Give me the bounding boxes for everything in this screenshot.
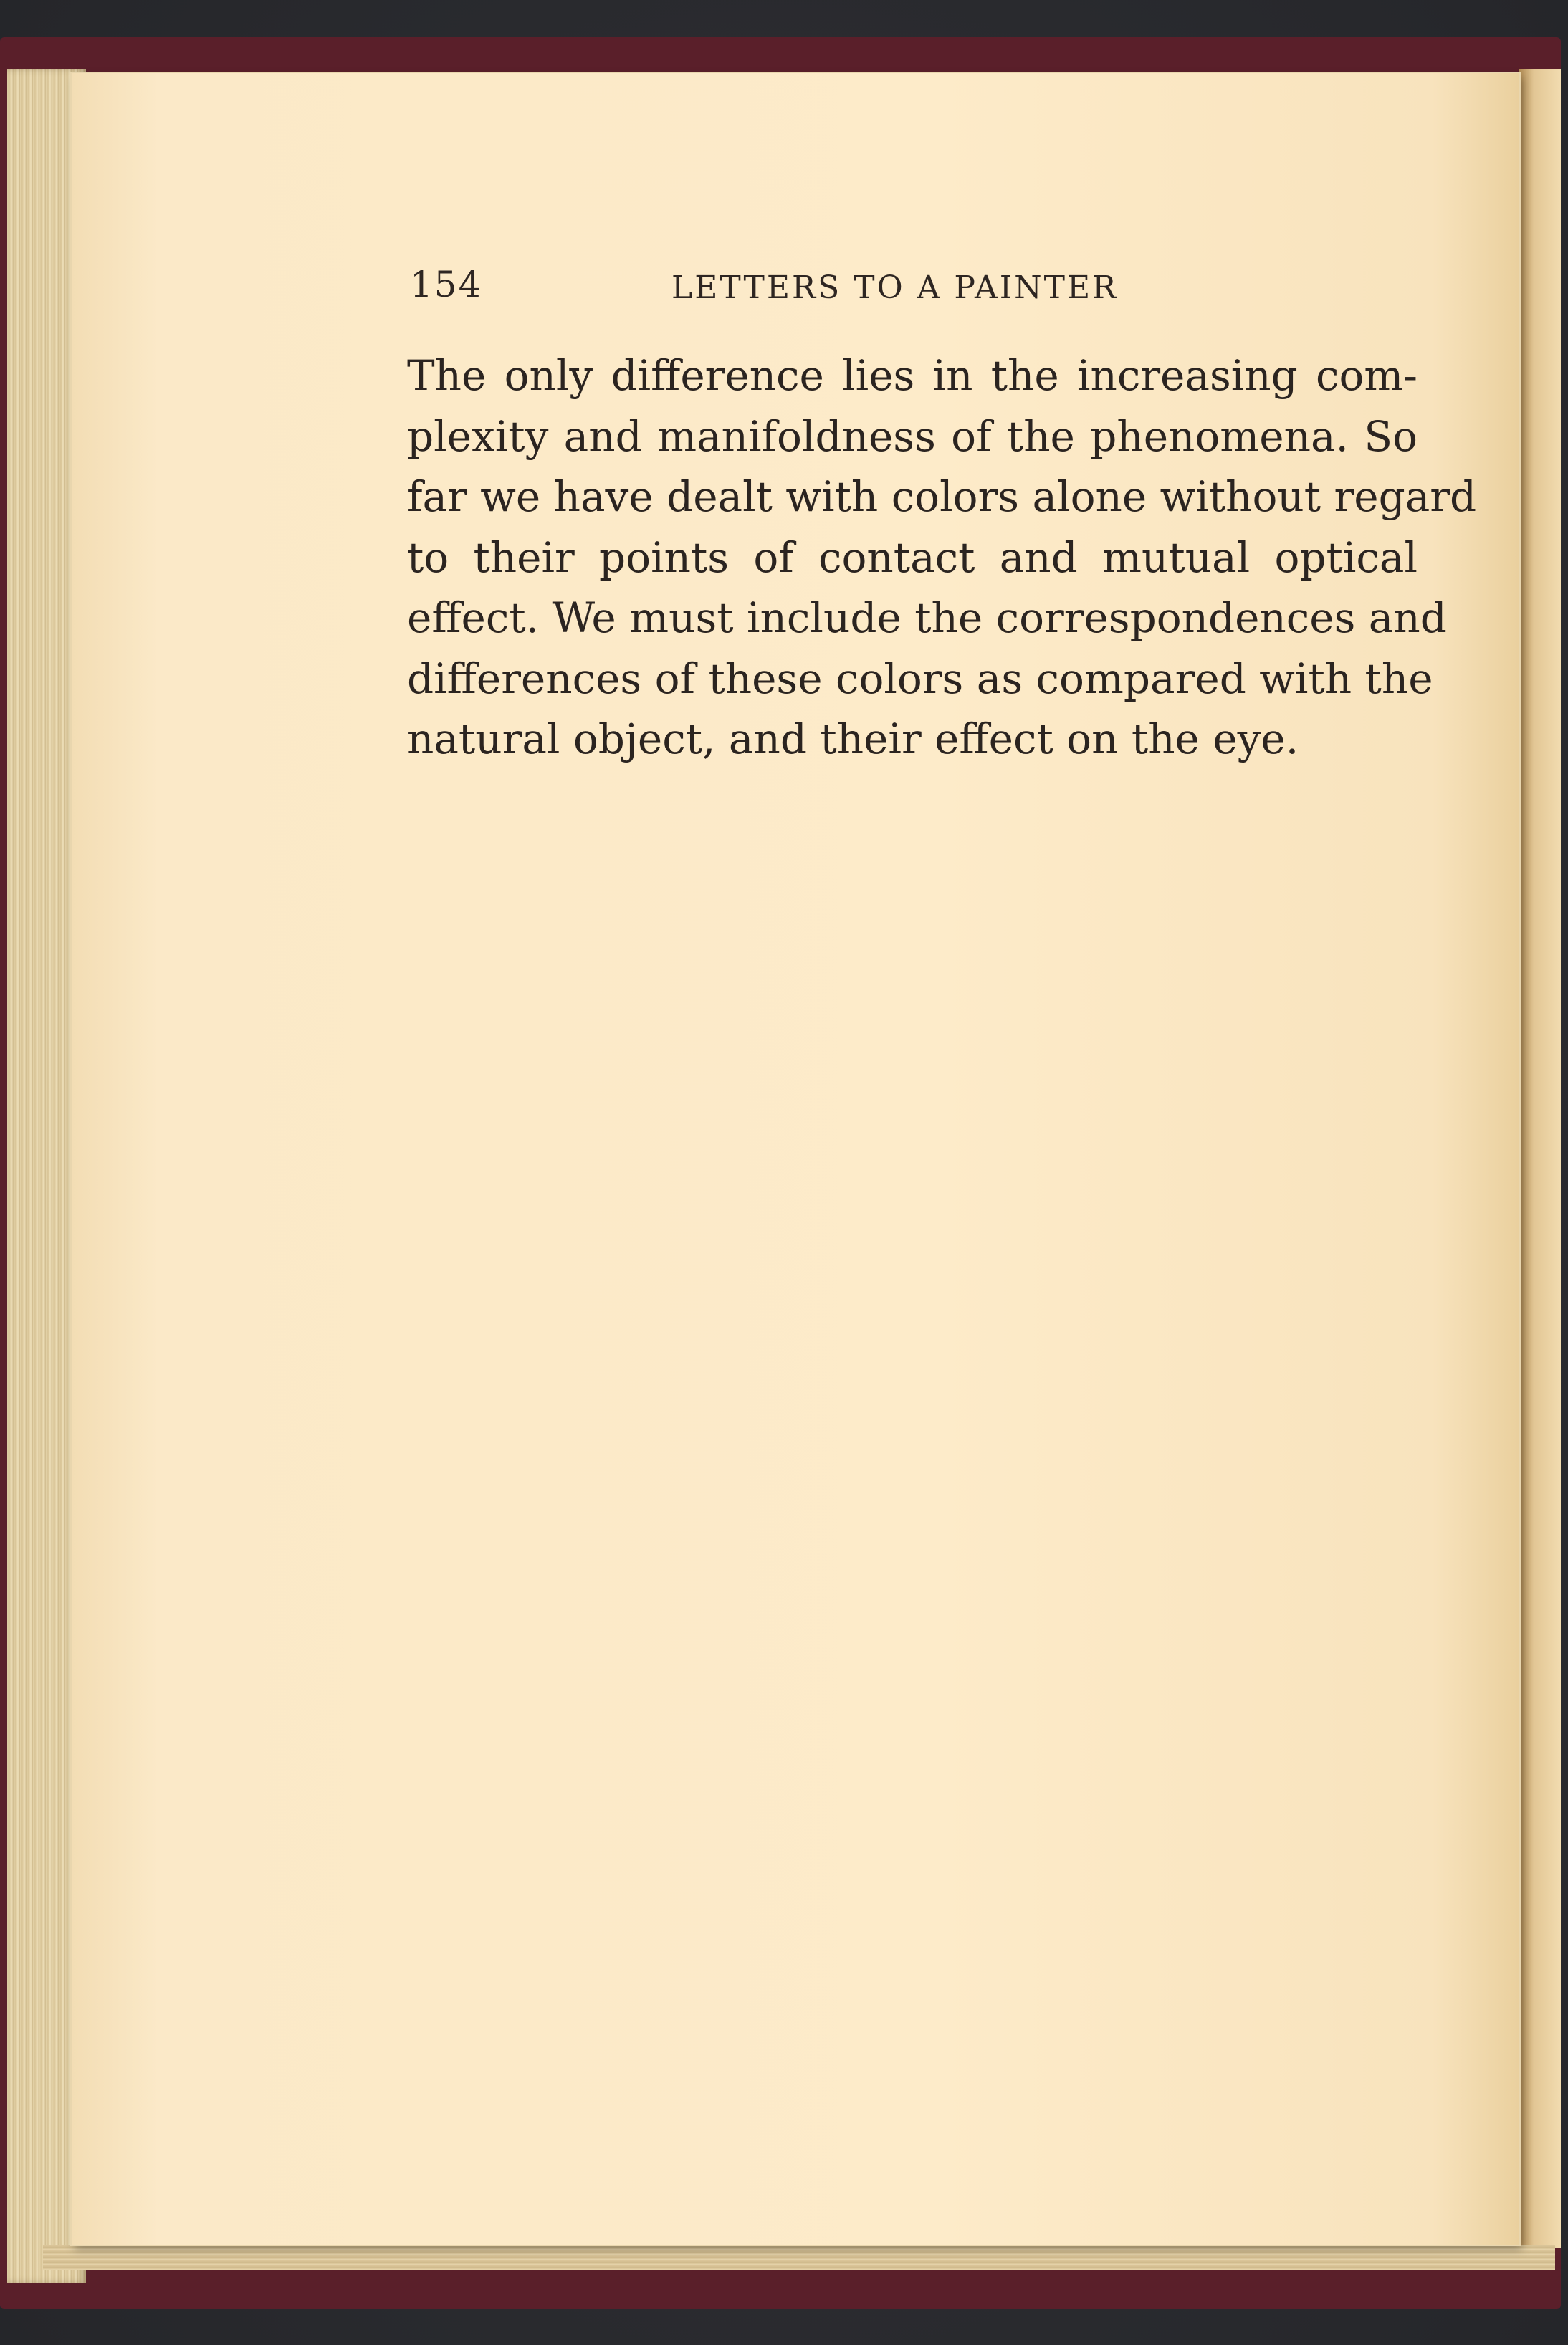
text-line: differences of these colors as compared with the bbox=[407, 654, 1433, 703]
body-paragraph bbox=[407, 345, 1477, 770]
text-line: natural object, and their effect on the eye. bbox=[407, 715, 1299, 763]
text-line: plexity and manifoldness of the phenomena. So bbox=[407, 411, 1418, 461]
running-title: LETTERS TO A PAINTER bbox=[671, 269, 1119, 306]
text-line: The only difference lies in the increasing com- bbox=[407, 351, 1418, 400]
page-edge-right bbox=[1519, 69, 1561, 2248]
running-head bbox=[410, 264, 1184, 314]
text-line: to their points of contact and mutual optical bbox=[407, 532, 1418, 582]
text-line: far we have dealt with colors alone without regard bbox=[407, 472, 1477, 521]
text-line: effect. We must include the correspondences and bbox=[407, 593, 1447, 642]
page-edge-bottom bbox=[43, 2245, 1555, 2270]
page-number: 154 bbox=[410, 264, 483, 305]
